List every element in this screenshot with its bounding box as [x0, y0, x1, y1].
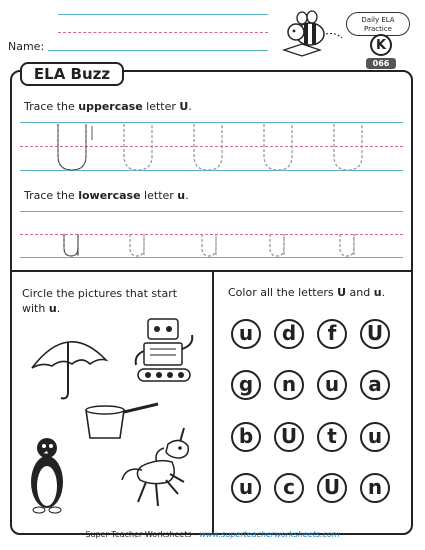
letter-circle[interactable]: u [231, 319, 261, 349]
umbrella-icon[interactable] [28, 330, 110, 402]
lowercase-instruction: Trace the lowercase letter u. [24, 189, 189, 202]
name-label: Name: [8, 40, 45, 53]
letter-circle[interactable]: U [360, 319, 390, 349]
letter-circle[interactable]: n [274, 370, 304, 400]
letter-circle[interactable]: b [231, 422, 261, 452]
letter-circle[interactable]: u [360, 422, 390, 452]
letter-circle[interactable]: u [317, 370, 347, 400]
unicorn-icon[interactable] [118, 422, 204, 514]
lowercase-top-line [20, 211, 403, 212]
penguin-icon[interactable] [22, 432, 72, 516]
uppercase-instruction: Trace the uppercase letter U. [24, 100, 192, 113]
name-guide-mid [58, 32, 268, 33]
footer-link[interactable]: www.superteacherworksheets.com [199, 530, 340, 539]
section-divider-vertical [212, 270, 214, 535]
letter-circle[interactable]: U [274, 422, 304, 452]
letter-circle[interactable]: d [274, 319, 304, 349]
page-title: ELA Buzz [20, 62, 124, 86]
daily-ela-badge: Daily ELA Practice [346, 12, 410, 36]
letter-circle[interactable]: t [317, 422, 347, 452]
robot-icon[interactable] [128, 315, 202, 385]
letter-circle[interactable]: u [231, 473, 261, 503]
grade-badge: K [370, 34, 392, 56]
letter-circle[interactable]: U [317, 473, 347, 503]
lowercase-trace-letters[interactable] [20, 232, 403, 260]
name-field-line[interactable] [48, 50, 268, 51]
color-instruction: Color all the letters U and u. [228, 286, 386, 299]
letter-circle[interactable]: c [274, 473, 304, 503]
letter-circle[interactable]: a [360, 370, 390, 400]
letter-circle[interactable]: g [231, 370, 261, 400]
letter-circle[interactable]: n [360, 473, 390, 503]
uppercase-trace-letters[interactable] [20, 120, 403, 174]
footer: Super Teacher Worksheets - www.superteacherworksheets.com [85, 530, 340, 539]
letter-circle[interactable]: f [317, 319, 347, 349]
worksheet-number-badge: 066 [366, 58, 396, 69]
bee-icon [280, 10, 348, 58]
circle-instruction: Circle the pictures that start with u. [22, 287, 178, 315]
name-guide-top [58, 14, 268, 15]
